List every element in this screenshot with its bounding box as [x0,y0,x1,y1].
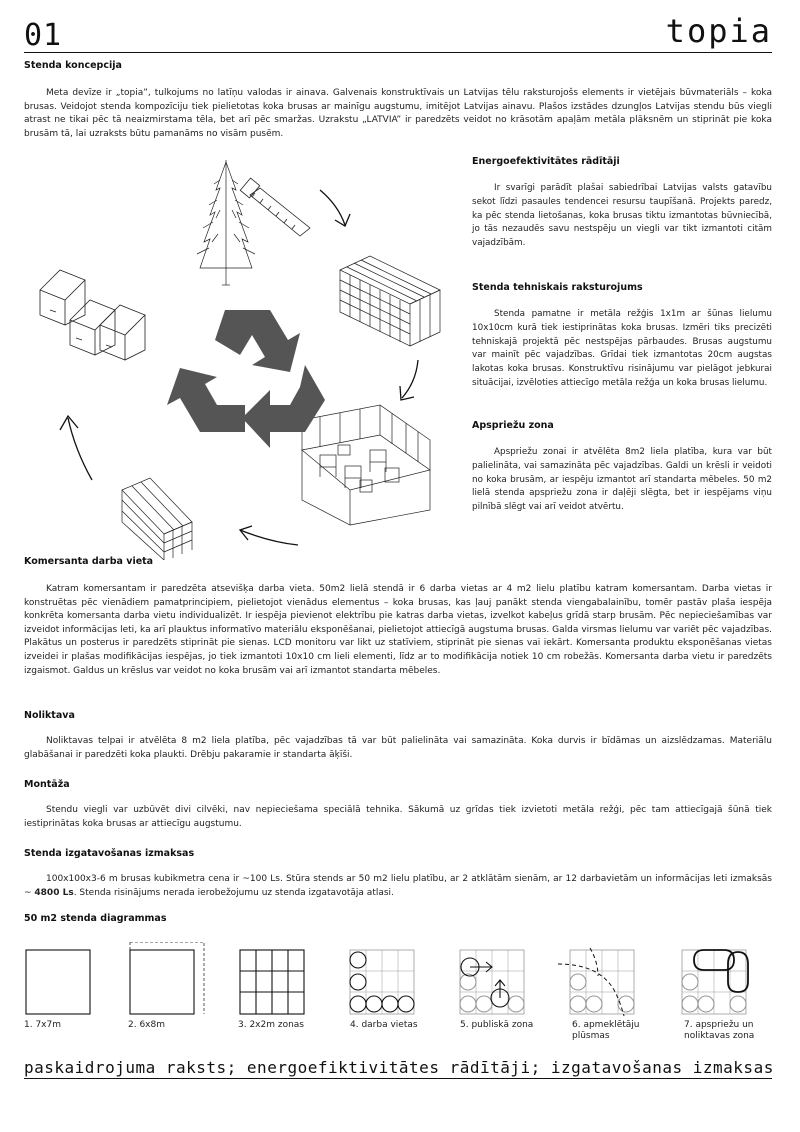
section-text [24,873,772,900]
section-montaza [24,779,772,831]
brand-title: topia [665,12,772,50]
section-energo [472,156,772,251]
diagram-strip [24,942,774,1018]
arrow-icon [320,190,350,226]
diagram-label: 3. 2x2m zonas [238,1020,304,1030]
tree-icon [197,160,255,285]
stand-model-icon [302,405,430,525]
footer-caption: paskaidrojuma raksts; energoefiktivitātes rādītāji; izgatavošanas izmaksas [24,1058,774,1077]
total-cost: 4800 Ls [34,887,74,898]
section-text: Katram komersantam ir paredzēta atsevišķa darba vieta. 50m2 lielā stendā ir 6 darba vietas ar 4 m2 lielu platību katram komersantam. Darba vietas ir konstruētas pēc vienādiem pamatprincipiem, pielietojot vienādus elementus – koka brusas, kas ļauj panākt stenda viengabalainību, tomēr pastāv plaša iespēja konkrēta komersanta darba vietu individualizēt. Ir iespēja pievienot elektrību pie katras darba vietas, izvelkot kabeļus grīdā starp brusām. Pēc nepieciešamības var izveidot informācijas leti, ka arī plauktus informatīvo materiālu eksponēšanai, pielietojot attiecīgā augstuma brusas. Galda virsmas lielumu var variēt pēc vajadzības. Plakātus un posterus ir paredzēts stiprināt pie sienas. LCD monitoru var likt uz statīviem, stiprināt pie sienas vai iekārt. Komersanta produktu eksponēšanas vietas izveidei ir plašas modifikācijas iespējas, jo tiek izmantoti 10x10 cm lieli elementi, līdz ar to modifikācija notiek 10 cm robežās. Komersanta darba vietu ir paredzēts izgaismot. Galdus un krēslus var veidot no koka brusām vai arī izmantot standarta mēbeles. [24,584,772,676]
section-apspriezu [472,420,772,515]
recycle-icon [167,310,325,448]
diagram-6x8-icon [130,942,204,1014]
section-text: Meta devīze ir „topia”, tulkojums no latīņu valodas ir ainava. Galvenais konstruktīvais un Latvijas tēlu raksturojošs elements ir vietējais būvmateriāls – koka brusas. Veidojot stenda kompozīciju tiek pielietotas koka brusas ar mainīgu augstumu, imitējot Latvijas ainavu. Plašos izstādes dzungļos Latvijas stendu būs viegli atrast ne tikai pēc tā neaizmirstama tēla, bet arī pēc smaržas. Uzrakstu „LATVIA” ir paredzēts veidot no krāsotām apaļām metāla plāksnēm un stiprināt pie koka brusām tā, lai uzraksts būtu pamanāms no visām pusēm. [24,88,772,139]
section-title: Noliktava [24,710,75,721]
timber-lifecycle-illustration [20,150,460,560]
section-title: Stenda tehniskais raksturojums [472,282,643,293]
cost-text-after: . Stenda risinājums nerada ierobežojumu uz stenda izgatavotāja atlasi. [73,887,394,898]
header-rule [24,52,772,53]
section-title: Stenda koncepcija [24,60,122,71]
section-izmaksas [24,848,772,900]
diagram-label: 6. apmeklētāju plūsmas [572,1020,640,1041]
timber-stack-icon [340,256,440,346]
timber-bundle-icon [122,478,192,560]
section-text: Noliktavas telpai ir atvēlēta 8 m2 liela platība, pēc vajadzības tā var būt palielināta vai samazināta. Koka durvis ir bīdāmas un aizslēdzamas. Materiālu glabāšanai ir paredzēti koka plaukti. Drēbju pakaramie ir standarta āķīši. [24,736,772,760]
houses-icon [40,270,145,360]
diagram-label: 7. apspriežu un noliktavas zona [684,1020,755,1041]
diagram-label: 2. 6x8m [128,1020,165,1030]
cost-text-before: 100x100x3-6 m brusas kubikmetra cena ir ~100 Ls. Stūra stends ar 50 m2 lielu platību, ar 2 atklātām sienām, ar 12 darbavietām un informācijas leti izmaksās ~ [24,874,772,898]
arrow-icon [400,360,418,400]
page-number: 01 [24,18,63,53]
saw-icon [240,178,310,236]
section-title: Energoefektivitātes rādītāji [472,156,620,167]
section-koncepcija [24,60,772,141]
section-title: 50 m2 stenda diagrammas [24,913,167,924]
footer-rule [24,1078,772,1079]
diagram-label: 5. publiskā zona [460,1020,534,1030]
section-noliktava [24,710,772,762]
section-text: Ir svarīgi parādīt plašai sabiedrībai Latvijas valsts gatavību sekot līdzi pasaules tendencei resursu taupīšanā. Projekts paredz, ka pēc stenda lietošanas, koka brusas tiktu izmantotas būvniecībā, jo tās nezaudēs savu nestspēju un viegli var tikt izmantoti citām vajadzībām. [472,183,772,249]
diagram-zones-icon [240,950,304,1014]
section-tehniskais [472,282,772,391]
section-text: Stendu viegli var uzbūvēt divi cilvēki, nav nepieciešama speciālā tehnika. Sākumā uz grīdas tiek izvietoti metāla režģi, pēc tam attiecīgajā šūnā tiek iestiprinātas koka brusas ar attiecīgu augstumu. [24,805,772,829]
stand-diagrams [24,942,774,1052]
arrow-icon [60,416,92,480]
diagram-workplaces-icon [350,950,414,1014]
diagram-label: 4. darba vietas [350,1020,418,1030]
diagram-public-zone-icon [460,950,524,1014]
diagram-visitor-flows-icon [558,948,634,1016]
section-title: Montāža [24,779,70,790]
section-title: Komersanta darba vieta [24,556,154,567]
section-title: Stenda izgatavošanas izmaksas [24,848,195,859]
diagram-meeting-storage-icon [682,950,748,1014]
diagram-7x7-icon [26,950,90,1014]
diagram-label: 1. 7x7m [24,1020,61,1030]
diagrams-heading [24,913,772,924]
arrow-icon [240,526,298,545]
section-text: Apspriežu zonai ir atvēlēta 8m2 liela platība, kura var būt palielināta, vai samazināta pēc vajadzības. Galdi un krēsli ir veidoti no koka brusām, ar iespēju izmantot arī standarta mēbeles. 50 m2 lielā stenda apspriežu zona ir daļēji slēgta, bet ir iespējams viņu pilnībā slēgt vai arī veidot atvērtu. [472,447,772,513]
section-title: Apspriežu zona [472,420,554,431]
section-komersanta [24,556,772,678]
section-text: Stenda pamatne ir metāla režģis 1x1m ar šūnas lielumu 10x10cm kurā tiek iestiprinātas koka brusas. Izmēri tiks precizēti tehniskajā projektā pēc nestspējas pārbaudes. Brusas augstumu var mainīt pēc vajadzības. Grīdai tiek izmantotas 20cm augstas lakotas koka brusas. Konstruktīvu risinājumu var pielāgot jebkurai situācijai, izvēloties attiecīgo metāla režģa un koka brusas lielumu. [472,309,772,388]
